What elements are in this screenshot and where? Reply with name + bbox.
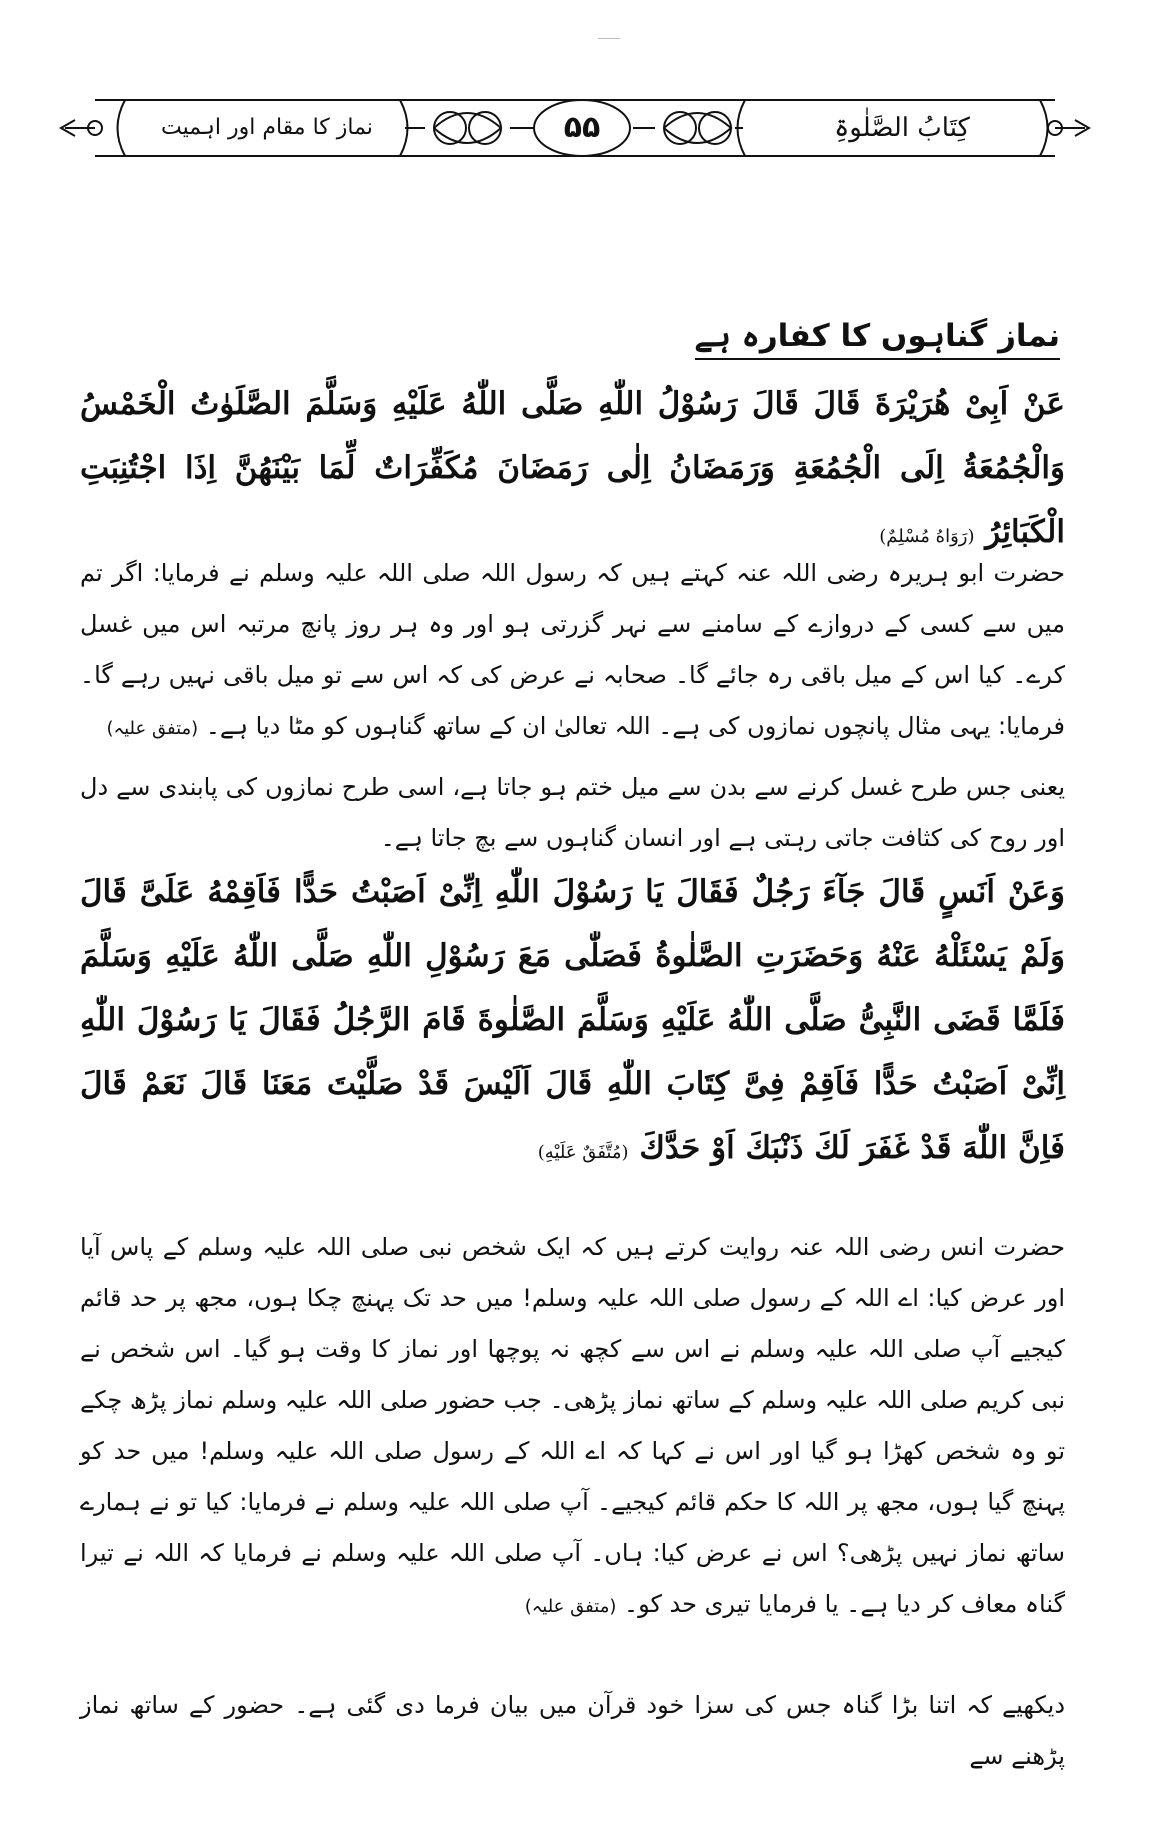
hadith-1-arabic xyxy=(80,372,1065,569)
chapter-title: نماز کا مقام اور اہمیت xyxy=(161,115,373,140)
translation-2-text: حضرت انس رضی اللہ عنہ روایت کرتے ہیں کہ ایک شخص نبی صلی اللہ علیہ وسلم کے پاس آیا اور عرض کیا: اے اللہ کے رسول صلی اللہ علیہ وسلم! میں حد تک پہنچ چکا ہوں، مجھ پر حد قائم کیجیے آپ صلی اللہ علیہ وسلم نے اس سے کچھ نہ پوچھا اور نماز کا وقت ہو گیا۔ اس شخص نے نبی کریم صلی اللہ علیہ وسلم کے ساتھ نماز پڑھی۔ جب حضور صلی اللہ علیہ وسلم نماز پڑھ چکے تو وہ شخص کھڑا ہو گیا اور اس نے کہا کہ اے اللہ کے رسول صلی اللہ علیہ وسلم! میں حد کو پہنچ گیا ہوں، مجھ پر اللہ کا حکم قائم کیجیے۔ آپ صلی اللہ علیہ وسلم نے فرمایا: کیا تو نے ہمارے ساتھ نماز نہیں پڑھی؟ اس نے عرض کیا: ہاں۔ آپ صلی اللہ علیہ وسلم نے فرمایا کہ اللہ نے تیرا گناہ معاف کر دیا ہے۔ یا فرمایا تیری حد کو۔ xyxy=(80,1233,1065,1618)
hadith-2-text: وَعَنْ اَنَسٍ قَالَ جَآءَ رَجُلٌ فَقَالَ یَا رَسُوْلَ اللّٰهِ اِنِّیْ اَصَبْتُ حَدًّا فَاَقِمْهُ عَلَیَّ قَالَ وَلَمْ یَسْئَلْهُ عَنْهُ وَحَضَرَتِ الصَّلٰوةُ فَصَلّٰی مَعَ رَسُوْلِ اللّٰهِ صَلَّى اللّٰهُ عَلَیْهِ وَسَلَّمَ فَلَمَّا قَضَى النَّبِیُّ صَلَّى اللّٰهُ عَلَیْهِ وَسَلَّمَ الصَّلٰوةَ قَامَ الرَّجُلُ فَقَالَ یَا رَسُوْلَ اللّٰهِ اِنِّیْ اَصَبْتُ حَدًّا فَاَقِمْ فِیَّ كِتَابَ اللّٰهِ قَالَ اَلَیْسَ قَدْ صَلَّیْتَ مَعَنَا قَالَ نَعَمْ قَالَ فَاِنَّ اللّٰهَ قَدْ غَفَرَ لَكَ ذَنْبَكَ اَوْ حَدَّكَ xyxy=(80,874,1065,1166)
top-mark xyxy=(598,38,620,39)
hadith-2-reference: (مُتَّفَقٌ عَلَیْهِ) xyxy=(537,1142,629,1163)
translation-1 xyxy=(80,548,1065,754)
section-heading: نماز گناہوں کا کفارہ ہے xyxy=(695,318,1060,360)
hadith-2-arabic xyxy=(80,860,1065,1185)
translation-1-reference: (متفق علیہ) xyxy=(106,718,199,739)
page-header xyxy=(55,88,1095,168)
translation-2-reference: (متفق علیہ) xyxy=(524,1596,617,1617)
book-title: کِتَابُ الصَّلٰوۃِ xyxy=(834,113,970,143)
closing-line: دیکھیے کہ اتنا بڑا گناہ جس کی سزا خود قرآن میں بیان فرما دی گئی ہے۔ حضور کے ساتھ نماز پڑھنے سے xyxy=(80,1691,1065,1770)
translation-2 xyxy=(80,1222,1065,1632)
page-number: ۵۵ xyxy=(563,110,601,145)
translation-1-text: حضرت ابو ہریرہ رضی اللہ عنہ کہتے ہیں کہ رسول اللہ صلی اللہ علیہ وسلم نے فرمایا: اگر تم میں سے کسی کے دروازے کے سامنے سے نہر گزرتی ہو اور وہ ہر روز پانچ مرتبہ اس میں غسل کرے۔ کیا اس کے میل باقی رہ جائے گا۔ صحابہ نے عرض کی کہ اس سے تو میل باقی نہیں رہے گا۔ فرمایا: یہی مثال پانچوں نمازوں کی ہے۔ اللہ تعالیٰ ان کے ساتھ گناہوں کو مٹا دیا ہے۔ xyxy=(80,559,1066,740)
hadith-1-text: عَنْ اَبِیْ هُرَیْرَةَ قَالَ قَالَ رَسُوْلُ اللّٰهِ صَلَّى اللّٰهُ عَلَیْهِ وَسَلَّمَ الصَّلَوٰتُ الْخَمْسُ وَالْجُمُعَةُ اِلَى الْجُمُعَةِ وَرَمَضَانُ اِلٰى رَمَضَانَ مُكَفِّرَاتٌ لِّمَا بَیْنَهُنَّ اِذَا اجْتُنِبَتِ الْكَبَائِرُ xyxy=(80,386,1065,550)
hadith-1-reference: (رَوَاهُ مُسْلِمٌ) xyxy=(879,526,975,547)
explanation-1: یعنی جس طرح غسل کرنے سے بدن سے میل ختم ہو جاتا ہے، اسی طرح نمازوں کی پابندی سے دل اور روح کی کثافت جاتی رہتی ہے اور انسان گناہوں سے بچ جاتا ہے۔ xyxy=(80,773,1065,852)
